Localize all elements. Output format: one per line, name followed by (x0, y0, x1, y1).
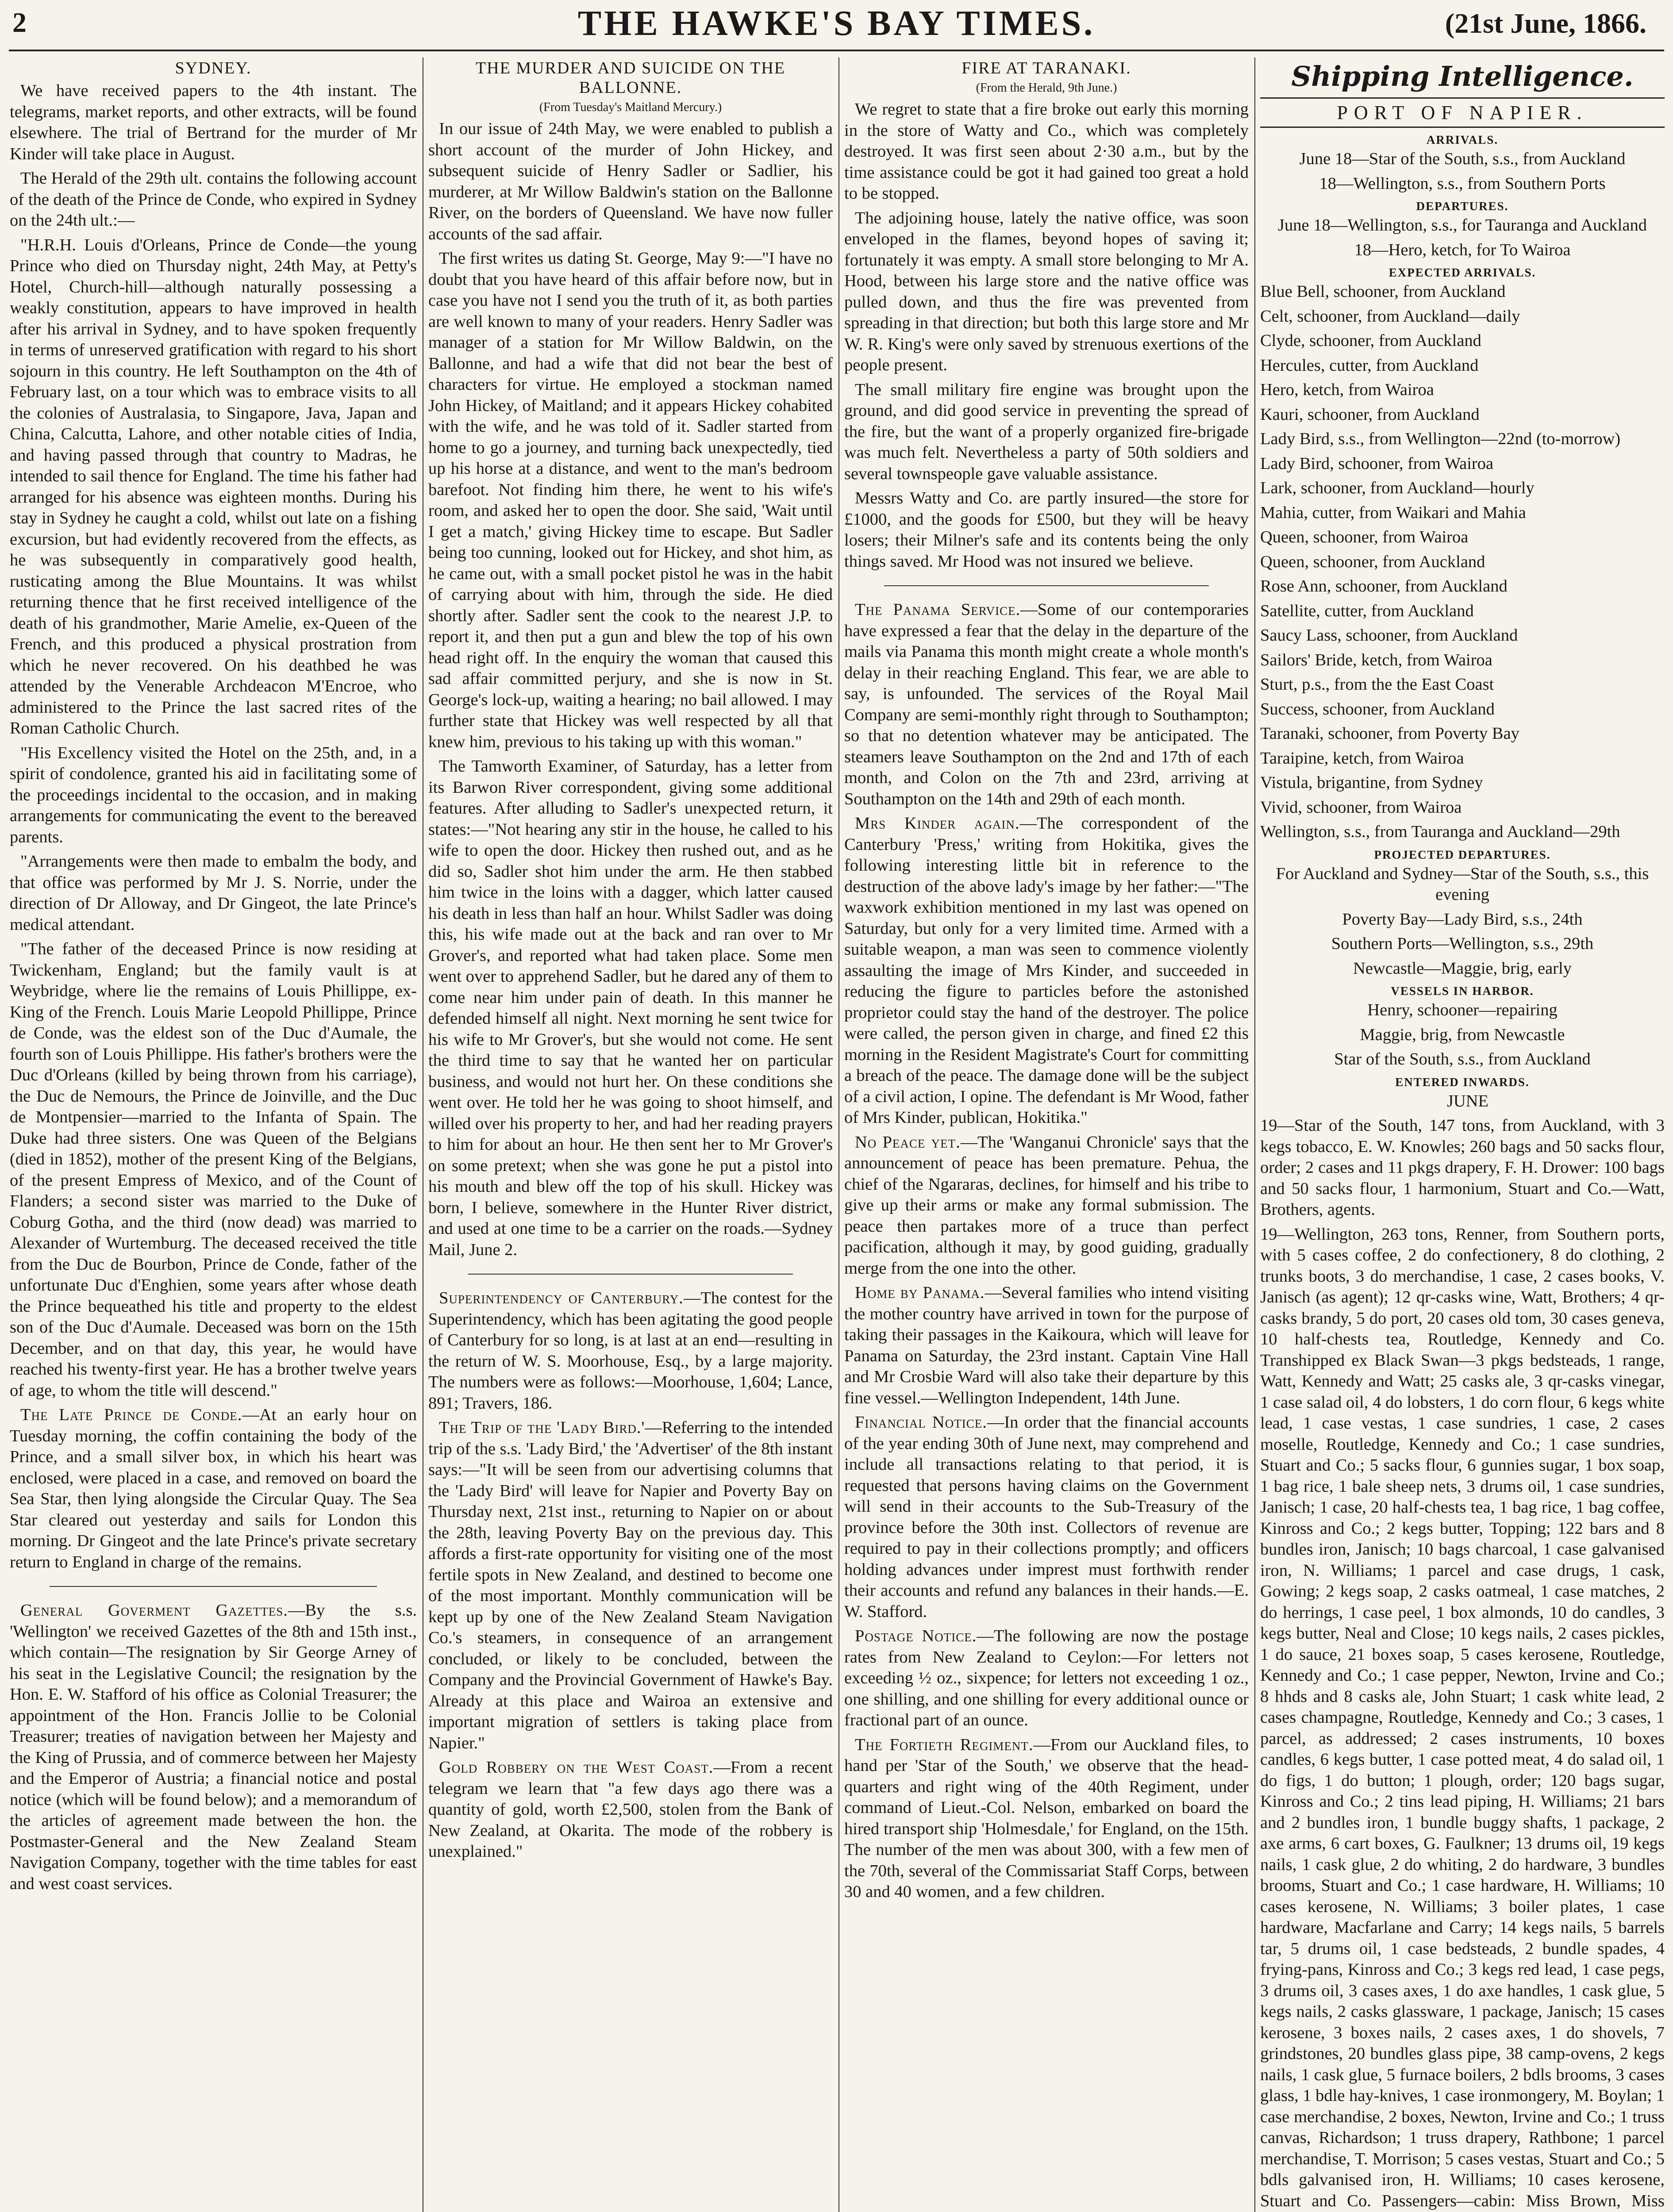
masthead-rule (9, 50, 1664, 51)
list-item: Sturt, p.s., from the the East Coast (1260, 675, 1494, 694)
item-text: —Referring to the intended trip of the s.s. 'Lady Bird,' the 'Advertiser' of the 8th instant says:—"It will be seen from our advertising columns that the 'Lady Bird' will leave for Napier and Poverty Bay on Thursday next, 21st inst., returning to Napier on or about the 28th, leaving Poverty Bay on the previous day. This affords a first-rate opportunity for visiting one of the most fertile spots in New Zealand, and destined to become one of the most important. Monthly communication will be kept up by one of the New Zealand Steam Navigation Co.'s steamers, in consequence of an arrangement concluded, or likely to be concluded, between the Company and the Provincial Government of Hawke's Bay. Already at this place and Wairoa an extensive and important migration of settlers is taking place from Napier." (428, 1418, 833, 1752)
item-heading: Gold Robbery on the West Coast. (439, 1758, 714, 1777)
list-item: 19—Star of the South, 147 tons, from Auckland, with 3 kegs tobacco, E. W. Knowles; 260 bags and 50 sacks flour, order; 2 cases and 11 pkgs drapery, F. H. Drower: 100 bags and 50 sacks flour, 1 harmonium, Stuart and Co.—Watt, Brothers, agents. (1260, 1116, 1665, 1219)
item-text: —From our Auckland files, to hand per 'Star of the South,' we observe that the head-quarters and right wing of the 40th Regiment, under command of Lieut.-Col. Nelson, embarked on board the hired transport ship 'Holmesdale,' for England, on the 15th. The number of the men was about 300, with a few men of the 70th, several of the Commissariat Staff Corps, between 30 and 40 women, and a few children. (844, 1735, 1249, 1901)
article-paragraph: We regret to state that a fire broke out early this morning in the store of Watty and Co., which was completely destroyed. It was first seen about 2·30 a.m., but by the time assistance could be got it had gained too great a hold to be stopped. (844, 100, 1249, 203)
list-item: Vistula, brigantine, from Sydney (1260, 773, 1483, 792)
vessels-in-harbor-list (1260, 1000, 1665, 1070)
month-label: JUNE (1446, 1091, 1489, 1110)
item-heading: The Trip of the 'Lady Bird.' (439, 1418, 645, 1437)
list-item: For Auckland and Sydney—Star of the South, s.s., this evening (1276, 864, 1649, 904)
column-3 (844, 58, 1249, 2212)
item-heading: Postage Notice. (855, 1627, 977, 1645)
list-item: Success, schooner, from Auckland (1260, 699, 1495, 718)
vessels-in-harbor-heading: VESSELS IN HARBOR. (1391, 984, 1534, 998)
column-divider (1254, 58, 1255, 2212)
list-item: June 18—Wellington, s.s., for Tauranga and Auckland (1278, 216, 1647, 234)
departures-list (1260, 215, 1665, 261)
column-1 (10, 58, 417, 2212)
issue-date: (21st June, 1866. (1445, 8, 1646, 39)
news-item (428, 1417, 833, 1754)
list-item: Celt, schooner, from Auckland—daily (1260, 307, 1520, 326)
news-item (844, 1283, 1249, 1409)
news-item (844, 1735, 1249, 1903)
column-divider (838, 58, 839, 2212)
item-heading: Financial Notice. (855, 1413, 987, 1432)
article-paragraph: "Arrangements were then made to embalm the body, and that office was performed by Mr J. S. Norrie, under the direction of Dr Alloway, and Dr Gingeot, the late Prince's medical attendant. (10, 852, 417, 934)
news-item (844, 1626, 1249, 1731)
column-4-shipping (1260, 58, 1665, 2212)
list-item: Queen, schooner, from Auckland (1260, 552, 1485, 571)
item-text: —The contest for the Superintendency, which has been agitating the good people of Canterbury for so long, is at last at an end—resulting in the return of W. S. Moorhouse, Esq., by a large majority. The numbers were as follows:—Moorhouse, 1,604; Lance, 891; Travers, 186. (428, 1289, 833, 1413)
article-title: THE MURDER AND SUICIDE ON THE BALLONNE. (475, 59, 786, 97)
item-heading: Mrs Kinder again. (855, 814, 1020, 833)
list-item: 18—Hero, ketch, for To Wairoa (1354, 240, 1571, 259)
list-item: Clyde, schooner, from Auckland (1260, 331, 1481, 350)
list-item: Rose Ann, schooner, from Auckland (1260, 577, 1508, 595)
list-item: Southern Ports—Wellington, s.s., 29th (1331, 934, 1594, 953)
item-heading: The Late Prince de Conde. (20, 1406, 242, 1424)
list-item: Satellite, cutter, from Auckland (1260, 601, 1474, 620)
item-text: —In order that the financial accounts of the year ending 30th of June next, may comprehend and include all transactions relating to that period, it is requested that persons having claims on the Government will send in their accounts to the Sub-Treasury of the province before the 30th inst. Collectors of revenue are required to pay in their collections promptly; and officers holding advances under imprest must forthwith render their accounts and refund any balances in their hands.—E. W. Stafford. (844, 1413, 1249, 1621)
list-item: June 18—Star of the South, s.s., from Auckland (1299, 150, 1626, 168)
list-item: Hero, ketch, from Wairoa (1260, 380, 1434, 399)
list-item: 18—Wellington, s.s., from Southern Ports (1319, 174, 1606, 193)
news-item (428, 1288, 833, 1414)
item-text: —By the s.s. 'Wellington' we received Gazettes of the 8th and 15th inst., which contain—The resignation by Sir George Arney of his seat in the Legislative Council; the resignation by the Hon. E. W. Stafford of his office as Colonial Treasurer; the appointment of the Hon. Francis Jollie to be Colonial Treasurer; treaties of navigation between her Majesty and the King of Prussia, and of commerce between her Majesty and the Emperor of Austria; a financial notice and postal notice (which will be found below); and a memorandum of the articles of agreement made between the hon. the Postmaster-General and the New Zealand Steam Navigation Company, together with the time tables for east and west coast services. (10, 1601, 417, 1893)
item-text: —The following are now the postage rates from New Zealand to Ceylon:—For letters not exceeding ½ oz., sixpence; for letters not exceeding 1 oz., one shilling, and one shilling for every additional ounce or fractional part of an ounce. (844, 1627, 1249, 1729)
list-item: Queen, schooner, from Wairoa (1260, 528, 1469, 546)
item-heading: General Goverment Gazettes. (20, 1601, 288, 1620)
list-item: Maggie, brig, from Newcastle (1360, 1025, 1565, 1044)
article-paragraph: We have received papers to the 4th instant. The telegrams, market reports, and other extracts, will be found elsewhere. The trial of Bertrand for the murder of Mr Kinder will take place in August. (10, 81, 417, 163)
shipping-section-title: Shipping Intelligence. (1291, 60, 1634, 92)
expected-arrivals-list (1260, 281, 1665, 843)
list-item: 19—Wellington, 263 tons, Renner, from Southern ports, with 5 cases coffee, 2 do confectionery, 8 do clothing, 2 trunks boots, 3 do merchandise, 1 case, 2 cases books, V. Janisch (as agent); 12 qr-casks wine, Watt, Brothers; 4 qr-casks brandy, 5 do port, 20 cases old tom, 30 cases geneva, 10 half-chests tea, Routledge, Kennedy and Co. Transhipped ex Black Swan—3 pkgs bedsteads, 1 range, Watt, Kennedy and Watt; 25 casks ale, 3 qr-casks vinegar, 1 case salad oil, 4 do lobsters, 1 do corn flour, 6 kegs white lead, 1 case vestas, 1 case sundries, 1 case, 2 cases moselle, Routledge, Kennedy and Co.; 1 case sundries, Stuart and Co.; 5 sacks flour, 6 gunnies sugar, 1 box soap, 1 bag rice, 1 bale sheep nets, 3 drums oil, 1 case sundries, Janisch; 1 case, 20 half-chests tea, 1 bag rice, 1 bag coffee, Kinross and Co.; 2 kegs butter, Topping; 122 bars and 8 bundles iron, Janisch; 10 bags charcoal, 1 case galvanised iron, N. Williams; 1 parcel and case drugs, 1 cask, Gowing; 2 kegs soap, 2 casks oatmeal, 1 case matches, 2 do herrings, 1 case peel, 1 box almonds, 10 do candles, 3 kegs butter, Neal and Close; 10 kegs nails, 2 cases pickles, 1 do sauce, 21 boxes soap, 5 cases kerosene, Routledge, Kennedy and Co.; 1 case pepper, Newton, Irvine and Co.; 8 hhds and 8 casks ale, John Stuart; 1 cask white lead, 2 cases champagne, Routledge, Kennedy and Co.; 3 cases, 1 parcel, as addressed; 2 cases instruments, 10 boxes candles, 6 kegs butter, 1 case potted meat, 4 do salad oil, 1 do figs, 1 do button; 1 plough, order; 120 bags sugar, Kinross and Co.; 2 tins lead piping, H. Williams; 21 bars and 2 bundles iron, 1 bundle buggy shafts, 1 package, 2 axe arms, 6 cart boxes, G. Faulkner; 13 drums oil, 19 kegs nails, 1 cask glue, 2 do whiting, 2 do hardware, 3 bundles brooms, Stuart and Co.; 1 case hardware, H. Williams; 10 cases kerosene, N. Williams; 3 boiler plates, 1 case hardware, Macfarlane and Carry; 14 kegs nails, 5 barrels tar, 5 drums oil, 1 case bedsteads, 2 bundle spades, 4 frying-pans, Kinross and Co.; 3 kegs red lead, 1 case pegs, 3 drums oil, 3 cases axes, 1 do axe handles, 1 cask glue, 5 kegs nails, 2 casks glassware, 1 package, Janisch; 15 cases kerosene, 3 boxes nails, 2 cases axes, 1 do shovels, 7 grindstones, 20 bundles glass pipe, 38 camp-ovens, 2 kegs nails, 1 cask glue, 5 furnace boilers, 2 bdls brooms, 3 cases glass, 1 bdle hay-knives, 1 case ironmongery, M. Boylan; 1 case merchandise, 2 boxes, Newton, Irvine and Co.; 1 truss canvas, Richardson; 1 truss drapery, Rathbone; 1 parcel merchandise, T. Morrison; 5 cases vestas, Stuart and Co.; 5 bdls galvanised iron, H. Williams; 10 cases kerosene, Stuart and Co. Passengers—cabin: Miss Brown, Miss (1260, 1225, 1665, 2210)
article-paragraph: "His Excellency visited the Hotel on the 25th, and, in a spirit of condolence, granted his aid in facilitating some of the proceedings incidental to the occasion, and in making arrangements for communicating the event to the bereaved parents. (10, 743, 417, 846)
item-text: —The 'Wanganui Chronicle' says that the announcement of peace has been premature. Pehua, the chief of the Ngararas, declines, for himself and his tribe to give up their arms or make any formal submission. The peace then partakes more of a truce than perfect pacification, although it may, by good guiding, gradually merge from the one into the other. (844, 1133, 1249, 1278)
item-text: —From a recent telegram we learn that "a few days ago there was a quantity of gold, worth £2,500, stolen from the Bank of New Zealand, at Okarita. The mode of the robbery is unexplained." (428, 1758, 833, 1861)
item-text: —At an early hour on Tuesday morning, the coffin containing the body of the Prince, and a small silver box, in which his heart was enclosed, were placed in a case, and removed on board the Sea Star, then lying alongside the Circular Quay. The Sea Star cleared out yesterday and sails for London this morning. Dr Gingeot and the late Prince's private secretary return to England in charge of the remains. (10, 1406, 417, 1571)
masthead (0, 0, 1673, 49)
news-item (10, 1600, 417, 1894)
list-item: Lady Bird, s.s., from Wellington—22nd (to-morrow) (1260, 430, 1621, 448)
article-paragraph: "H.R.H. Louis d'Orleans, Prince de Conde—the young Prince who died on Thursday night, 24th May, at Petty's Hotel, Church-hill—although naturally possessing a weakly constitution, appears to have improved in health after his arrival in Sydney, and to have spoken frequently in terms of unreserved gratification with regard to his short sojourn in this country. He left Southampton on the 4th of February last, on a tour which was to embrace visits to all the colonies of Australasia, to Singapore, Java, Japan and China, Calcutta, Lahore, and other notable cities of India, and having passed through that country to Madras, he intended to sail thence for England. The time his father had arranged for his absence was eighteen months. During his stay in Sydney he caught a cold, whilst out late on a fishing excursion, but had evidently recovered from the effects, as he was subsequently in comparatively good health, rusticating among the Blue Mountains. It was whilst returning thence that he first received intelligence of the death of his grandmother, Marie Amelie, ex-Queen of the French, and this produced a physical prostration from which he never recovered. On his deathbed he was attended by the Venerable Archdeacon M'Encroe, who administered to the Prince the last sacred rites of the Roman Catholic Church. (10, 235, 417, 737)
separator (468, 1274, 793, 1275)
list-item: Sailors' Bride, ketch, from Wairoa (1260, 650, 1492, 669)
list-item: Wellington, s.s., from Tauranga and Auckland—29th (1260, 822, 1620, 841)
page-number: 2 (12, 7, 27, 38)
list-item: Saucy Lass, schooner, from Auckland (1260, 626, 1518, 645)
entered-inwards-heading: ENTERED INWARDS. (1395, 1075, 1530, 1089)
item-heading: No Peace yet. (855, 1133, 961, 1152)
item-heading: Superintendency of Canterbury. (439, 1289, 684, 1307)
article-title: FIRE AT TARANAKI. (961, 59, 1131, 77)
list-item: Taraipine, ketch, from Wairoa (1260, 749, 1464, 768)
article-paragraph: Messrs Watty and Co. are partly insured—the store for £1000, and the goods for £500, but they will be heavy losers; their Milner's safe and its contents being the only things saved. Mr Hood was not insured we believe. (844, 489, 1249, 571)
list-item: Vivid, schooner, from Wairoa (1260, 798, 1462, 817)
news-item (428, 1757, 833, 1863)
item-heading: The Fortieth Regiment. (855, 1735, 1034, 1754)
list-item: Mahia, cutter, from Waikari and Mahia (1260, 503, 1526, 522)
article-paragraph: In our issue of 24th May, we were enabled to publish a short account of the murder of John Hickey, and subsequent suicide of Henry Sadler or Sadlier, his murderer, at Mr Willow Baldwin's station on the Ballonne River, on the borders of Queensland. We have now fuller accounts of the sad affair. (428, 119, 833, 243)
article-paragraph: The adjoining house, lately the native office, was soon enveloped in the flames, beyond hopes of saving it; fortunately it was empty. A small store belonging to Mr A. Hood, between his large store and the native office was pulled down, and thus the fire was prevented from spreading in that direction; but both this large store and Mr W. R. King's were only saved by strenuous exertions of the people present. (844, 208, 1249, 374)
expected-arrivals-heading: EXPECTED ARRIVALS. (1388, 266, 1536, 279)
list-item: Hercules, cutter, from Auckland (1260, 356, 1479, 375)
news-item (844, 813, 1249, 1129)
list-item: Blue Bell, schooner, from Auckland (1260, 282, 1506, 301)
item-text: —Some of our contemporaries have expressed a fear that the delay in the departure of the mails via Panama this month might create a whole month's delay in their reaching England. This fear, we are able to say, is unfounded. The services of the Royal Mail Company are semi-monthly right through to Southampton; so that no detention whatever may be anticipated. The steamers leave Southampton on the 2nd and 17th of each month, and Colon on the 7th and 23rd, arriving at Southampton on the 14th and 29th of each month. (844, 600, 1249, 808)
article-paragraph: The first writes us dating St. George, May 9:—"I have no doubt that you have heard of this affair before now, but in case you have not I send you the truth of it, as both parties are well known to many of your readers. Henry Sadler was manager of a station for Mr Willow Baldwin, on the Ballonne, and had a wife that did not bear the best of characters for virtue. He employed a stockman named John Hickey, of Maitland; and it appears Hickey cohabited with the wife, and he was told of it. Sadler started from home to go a journey, and turning back unexpectedly, tied up his horse at a distance, and went to the man's bedroom barefoot. Not finding him there, he went to his wife's room, and asked her to open the door. She said, 'Wait until I get a match,' giving Hickey time to escape. But Sadler being too cunning, looked out for Hickey, and shot him, as he came out, with a small pocket pistol he was in the habit of carrying about with him, through the side. He died shortly after. Sadler sent the cook to the nearest J.P. to report it, and then put a gun and blew the top of his own head right off. In the enquiry the woman that caused this sad affair committed perjury, and she is now in St. George's lock-up, waiting a hearing; no bail allowed. I may further state that Hickey was well respected by all that knew him, previous to his taking up with this woman." (428, 249, 833, 751)
separator (50, 1586, 377, 1587)
list-item: Star of the South, s.s., from Auckland (1334, 1050, 1591, 1068)
article-paragraph: The Herald of the 29th ult. contains the following account of the death of the Prince de Conde, who expired in Sydney on the 24th ult.:— (10, 169, 417, 230)
projected-departures-heading: PROJECTED DEPARTURES. (1374, 848, 1551, 861)
article-source: (From the Herald, 9th June.) (976, 81, 1117, 95)
news-item (10, 1405, 417, 1573)
port-title: PORT OF NAPIER. (1260, 97, 1665, 128)
column-2 (428, 58, 833, 2212)
entered-inwards-list (1260, 1115, 1665, 2212)
article-source: (From Tuesday's Maitland Mercury.) (539, 100, 722, 114)
list-item: Lady Bird, schooner, from Wairoa (1260, 454, 1494, 473)
projected-departures-list (1260, 864, 1665, 979)
list-item: Poverty Bay—Lady Bird, s.s., 24th (1342, 910, 1583, 929)
item-heading: Home by Panama. (855, 1283, 985, 1302)
arrivals-list (1260, 149, 1665, 194)
article-title: SYDNEY. (175, 59, 252, 77)
article-paragraph: The small military fire engine was brought upon the ground, and did good service in preventing the spread of the fire, but the want of a properly organized fire-brigade was much felt. Nevertheless a party of 50th soldiers and several townspeople gave valuable assistance. (844, 380, 1249, 483)
news-item (844, 1412, 1249, 1622)
newspaper-title: THE HAWKE'S BAY TIMES. (577, 4, 1096, 43)
item-text: —The correspondent of the Canterbury 'Press,' writing from Hokitika, gives the following interesting little bit in reference to the destruction of the above lady's image by her father:—"The waxwork exhibition mentioned in my last was opened on Saturday, but only for a very limited time. Armed with a suitable weapon, a man was seen to commence violently assaulting the image of Mrs Kinder, and succeeded in reducing the figure to particles before the astonished proprietor could stay the hand of the destroyer. The police were called, the person given in charge, and fined £2 this morning in the Resident Magistrate's Court for committing a breach of the peace. The damage done will be the subject of a civil action, I opine. The defendant is Mr Wood, father of Mrs Kinder, publican, Hokitika." (844, 814, 1249, 1127)
article-paragraph: "The father of the deceased Prince is now residing at Twickenham, England; but the family vault is at Weybridge, where lie the remains of Louis Phillippe, ex-King of the French. Louis Marie Leopold Phillippe, Prince de Conde, was the eldest son of the Duc d'Aumale, the fourth son of Louis Phillippe. His father's brothers were the Duc d'Orleans (killed by being thrown from his carriage), the Duc de Nemours, the Prince de Joinville, and the Duc de Montpensier—married to the Infanta of Spain. The Duke had three sisters. One was Queen of the Belgians (died in 1852), mother of the present King of the Belgians, of the present Empress of Mexico, and of the Count of Flanders; a second sister was married to the Duke of Coburg Gotha, and the third (now dead) was married to Alexander of Wurtemburg. The deceased received the title from the Duc de Bourbon, Prince de Conde, father of the unfortunate Duc d'Enghien, some years after whose death the Prince bequeathed his title and property to the eldest son of the Duc d'Aumale. Deceased was born on the 15th December, and on that day, this year, he would have reached his twenty-first year. He has a brother twelve years of age, to whom the title will descend." (10, 940, 417, 1400)
list-item: Taranaki, schooner, from Poverty Bay (1260, 724, 1519, 743)
arrivals-heading: ARRIVALS. (1426, 133, 1499, 146)
news-item (844, 1132, 1249, 1279)
news-item (844, 599, 1249, 810)
separator (884, 585, 1209, 586)
item-text: —Several families who intend visiting the mother country have arrived in town for the purpose of taking their passages in the Kaikoura, which will leave for Panama on Saturday, the 23rd instant. Captain Vine Hall and Mr Crosbie Ward will also take their departure by this fine vessel.—Wellington Independent, 14th June. (844, 1283, 1249, 1407)
article-paragraph: The Tamworth Examiner, of Saturday, has a letter from its Barwon River correspondent, giving some additional features. After alluding to Sadler's unexpected return, it states:—"Not hearing any stir in the house, he called to his wife to open the door. Hickey then rushed out, and as he did so, Sadler shot him under the arm. He then stabbed him twice in the loins with a dagger, which latter caused his death in less than half an hour. Whilst Sadler was doing this, his wife made out at the back and ran over to Mr Grover's, and reported what had taken place. Some men went over to apprehend Sadler, but he dared any of them to come near him under pain of death. In this manner he defended himself all night. Next morning he sent twice for his wife to Mr Grover's, but she would not come. He sent the third time to say that he wanted her on particular business, and would not hurt her. On these conditions she went over. He told her he was going to shoot himself, and willed over his property to her, and had her reading prayers to him for about an hour. He then sent her to Mr Grover's on some pretext; when she was gone he put a pistol into his mouth and blew off the top of his skull. Hickey was born, I believe, somewhere in the Hunter River district, and used at one time to be a carrier on the roads.—Sydney Mail, June 2. (428, 757, 833, 1259)
list-item: Lark, schooner, from Auckland—hourly (1260, 479, 1535, 497)
list-item: Newcastle—Maggie, brig, early (1353, 959, 1572, 978)
departures-heading: DEPARTURES. (1416, 200, 1509, 213)
item-heading: The Panama Service. (855, 600, 1021, 619)
list-item: Kauri, schooner, from Auckland (1260, 405, 1480, 424)
list-item: Henry, schooner—repairing (1367, 1001, 1558, 1019)
